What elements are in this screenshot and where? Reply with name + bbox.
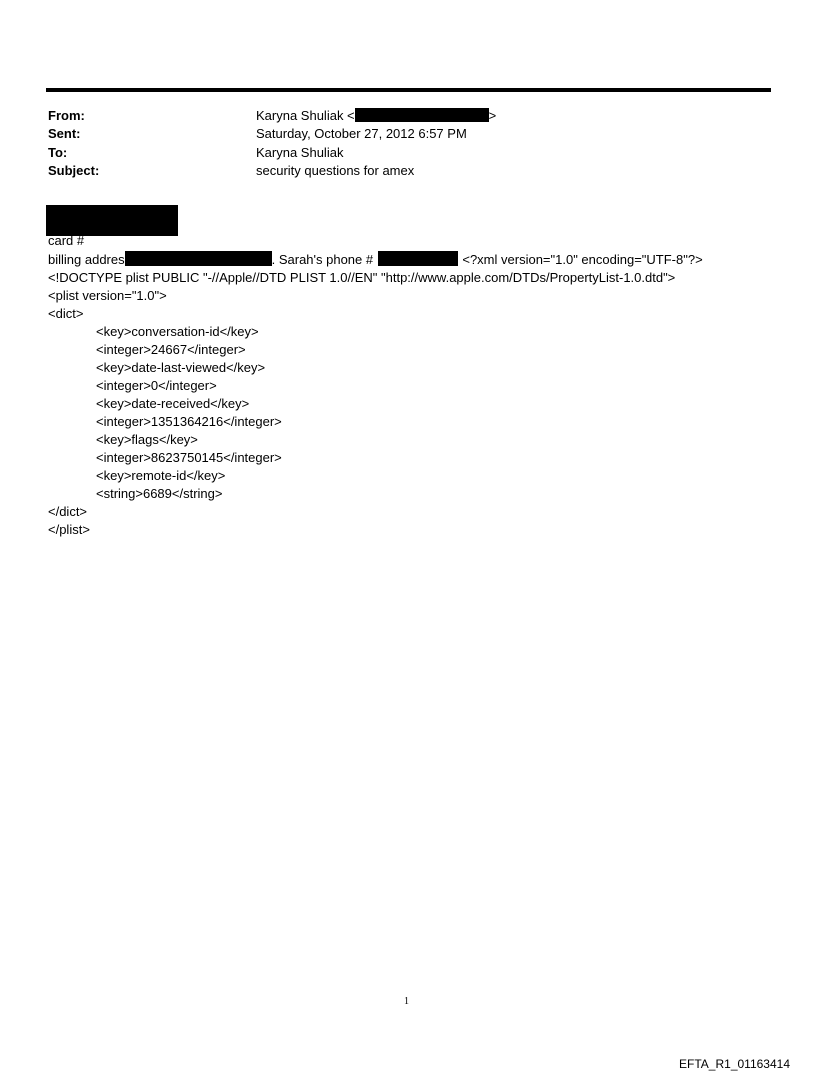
header-rule [46, 88, 771, 92]
dict-line: <integer>24667</integer> [96, 342, 246, 357]
dict-line: <key>flags</key> [96, 432, 198, 447]
xml-declaration: <?xml version="1.0" encoding="UTF-8"?> [462, 252, 703, 267]
to-label: To: [48, 145, 68, 160]
plist-close-line: </plist> [48, 522, 90, 537]
to-value: Karyna Shuliak [256, 145, 344, 160]
sent-label: Sent: [48, 126, 81, 141]
doctype-line: <!DOCTYPE plist PUBLIC "-//Apple//DTD PLIST 1.0//EN" "http://www.apple.com/DTDs/PropertyList-1.0.dtd"> [48, 270, 676, 285]
page-number: 1 [404, 996, 409, 1007]
redacted-billing-address [125, 251, 272, 266]
plist-open-line: <plist version="1.0"> [48, 288, 167, 303]
dict-line: <integer>1351364216</integer> [96, 414, 282, 429]
document-id: EFTA_R1_01163414 [679, 1057, 790, 1071]
sarah-phone-label: . Sarah's phone # [271, 252, 374, 267]
redacted-email [355, 108, 489, 122]
card-line: card # [48, 233, 85, 248]
dict-line: <key>date-last-viewed</key> [96, 360, 266, 375]
dict-close-line: </dict> [48, 504, 88, 519]
sent-value: Saturday, October 27, 2012 6:57 PM [256, 126, 467, 141]
dict-line: <key>date-received</key> [96, 396, 250, 411]
dict-line: <integer>0</integer> [96, 378, 217, 393]
subject-value: security questions for amex [256, 163, 415, 178]
from-value [256, 107, 496, 125]
dict-line: <integer>8623750145</integer> [96, 450, 282, 465]
dict-open-line: <dict> [48, 306, 84, 321]
from-name: Karyna Shuliak < [256, 108, 355, 123]
dict-line: <key>conversation-id</key> [96, 324, 259, 339]
dict-line: <string>6689</string> [96, 486, 223, 501]
billing-line [48, 251, 703, 269]
redacted-phone [378, 251, 458, 266]
from-label: From: [48, 108, 85, 123]
dict-line: <key>remote-id</key> [96, 468, 226, 483]
from-close-bracket: > [488, 108, 497, 123]
billing-prefix: billing addres [48, 252, 125, 267]
subject-label: Subject: [48, 163, 100, 178]
